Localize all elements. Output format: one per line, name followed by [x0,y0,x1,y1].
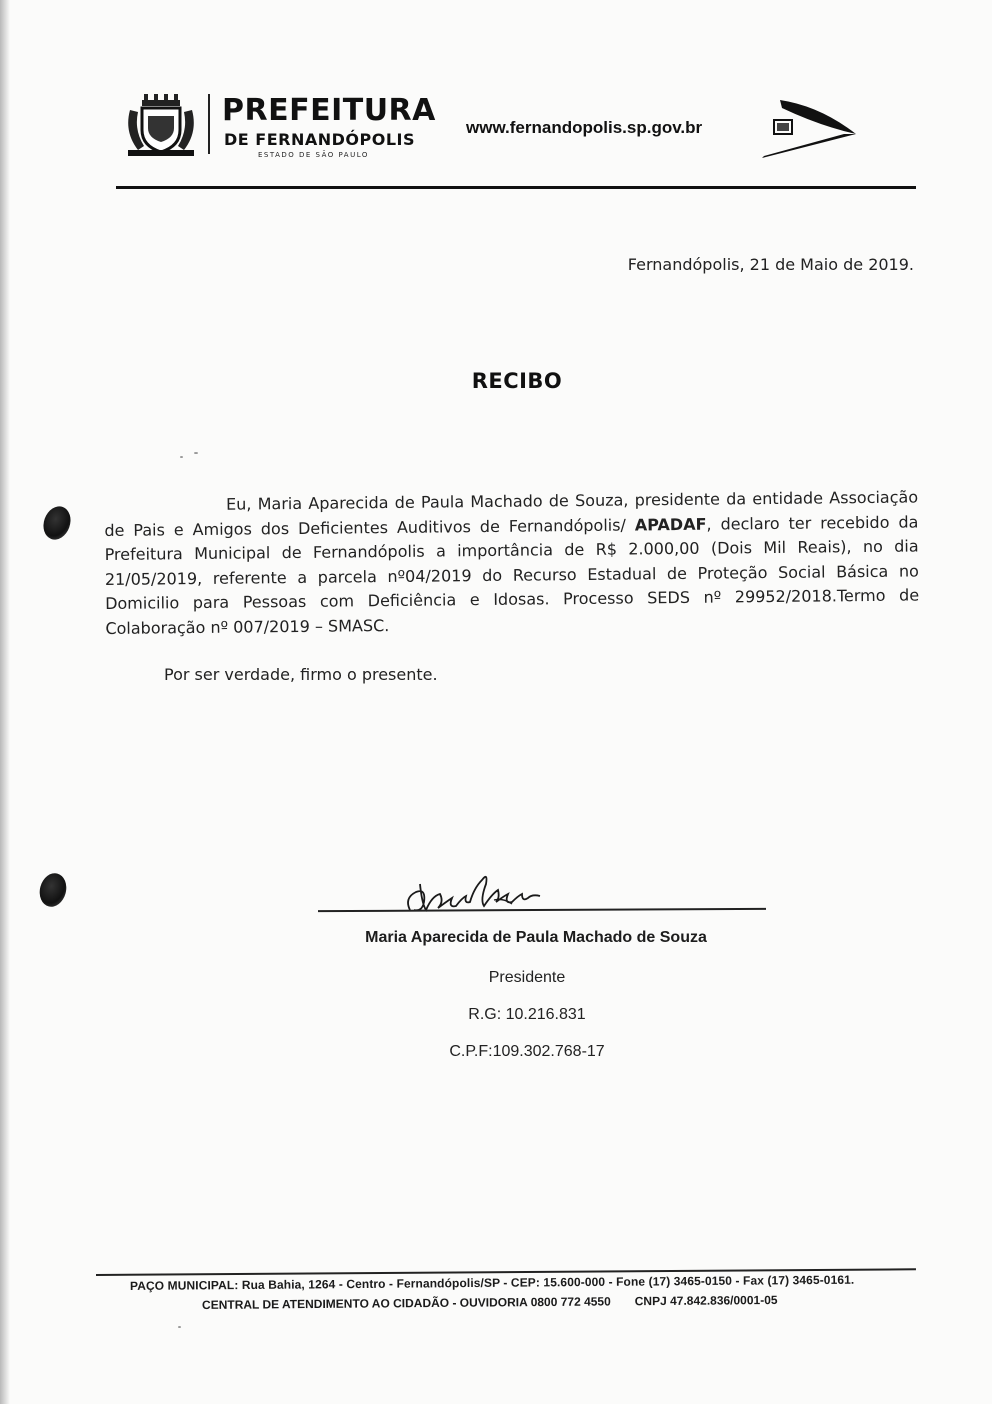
scan-speck [180,456,183,458]
footer-address: PAÇO MUNICIPAL: Rua Bahia, 1264 - Centro - Fernandópolis/SP - CEP: 15.600-000 - Fone (17) 3465-0150 - Fax (17) 3465-0161. [129,1272,855,1293]
signer-rg: R.G: 10.216.831 [468,1006,586,1023]
document-title: RECIBO [471,369,563,393]
header-divider [208,94,210,154]
municipal-crest-icon [124,92,198,160]
closing-statement: Por ser verdade, firmo o presente. [164,665,438,684]
brand-state: ESTADO DE SÃO PAULO [258,151,369,159]
entity-acronym: APADAF [634,514,707,534]
signer-name: Maria Aparecida de Paula Machado de Souza [365,929,707,946]
handwritten-signature [396,870,596,930]
signer-role: Presidente [488,969,566,986]
receipt-body-part1: Eu, Maria Aparecida de Paula Machado de Souza, presidente da entidade Associação de Pais e Amigos dos Deficientes Auditivos de Fernandópolis/ [104,487,919,540]
receipt-body-part2: , declaro ter recebido da Prefeitura Municipal de Fernandópolis a importância de R$ 2.000,00 (Dois Mil Reais), no dia 21/05/2019, referente a parcela nº04/2019 do Recurso Estadual de Proteção Social Básica no Domicilio para Pessoas com Deficiência e Idosas. Processo SEDS nº 29952/2018.Termo de Colaboração nº 007/2019 – SMASC. [104,511,920,638]
scan-edge-shadow [0,0,10,1404]
scan-speck [178,1326,181,1328]
punch-hole [39,503,75,544]
signer-cpf: C.P.F:109.302.768-17 [449,1043,605,1060]
arrow-emblem-icon [760,96,860,162]
website-link: www.fernandopolis.sp.gov.br [466,118,703,137]
receipt-body [104,485,919,641]
brand-title: PREFEITURA [222,93,436,128]
punch-hole [36,870,70,910]
brand-subtitle: DE FERNANDÓPOLIS [224,130,416,149]
header-rule [116,186,916,189]
footer-contact [202,1293,778,1312]
footer-cnpj: CNPJ 47.842.836/0001-05 [634,1292,778,1309]
footer-ouvidoria: CENTRAL DE ATENDIMENTO AO CIDADÃO - OUVIDORIA 0800 772 4550 [201,1294,611,1312]
document-date: Fernandópolis, 21 de Maio de 2019. [627,255,914,274]
scan-speck [194,452,198,454]
